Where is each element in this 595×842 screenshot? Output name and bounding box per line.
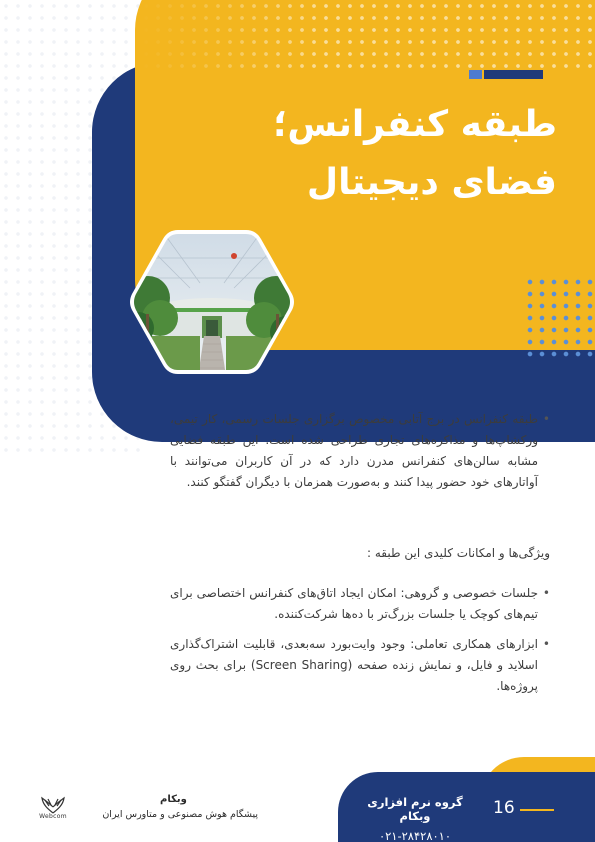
footer-accent-line xyxy=(520,809,554,811)
logo-wordmark: Webcom xyxy=(39,813,67,820)
page-title xyxy=(237,96,557,212)
brand-tagline: پیشگام هوش مصنوعی و متاورس ایران xyxy=(102,809,258,820)
decorative-dots-yellow xyxy=(140,0,595,70)
accent-bar-dark xyxy=(484,70,543,79)
company-name: گروه نرم افزاری وبکام xyxy=(367,795,463,823)
intro-section xyxy=(170,409,550,493)
feature-item: • جلسات خصوصی و گروهی: امکان ایجاد اتاق‌های کنفرانس اختصاصی برای تیم‌های کوچک یا جلسات بزرگ‌تر با ده‌ها شرکت‌کننده. xyxy=(170,583,550,625)
title-line-2: فضای دیجیتال xyxy=(306,162,557,203)
page-number: 16 xyxy=(493,798,515,818)
features-heading: ویژگی‌ها و امکانات کلیدی این طبقه : xyxy=(367,546,550,560)
title-line-1: طبقه کنفرانس؛ xyxy=(273,104,557,145)
brand-name: وبکام xyxy=(160,794,187,805)
conference-building-photo xyxy=(130,228,294,376)
company-phone: ۰۲۱-۲۸۴۲۸۰۱۰ xyxy=(378,829,452,842)
footer-brand xyxy=(78,794,258,820)
feature-item: • ابزارهای همکاری تعاملی: وجود وایت‌بورد سه‌بعدی، قابلیت اشتراک‌گذاری اسلاید و فایل، و نمایش زنده صفحه (Screen Sharing) برای بحث روی پروژه‌ها. xyxy=(170,634,550,697)
accent-bar-light xyxy=(469,70,482,79)
webcom-logo xyxy=(32,795,74,820)
footer-company-info xyxy=(356,795,474,842)
intro-paragraph: • طبقه کنفرانس در برج آتابی مخصوص برگزاری جلسات رسمی، کار تیمی، ورکشاپ‌ها و مذاکره‌های تجاری طراحی شده است. این طبقه فضایی مشابه سالن‌های کنفرانس مدرن دارد که در آن کاربران می‌توانند با آواتارهای خود حضور پیدا کنند و به‌صورت همزمان با دیگران گفتگو کنند. xyxy=(170,409,550,493)
features-list xyxy=(170,583,550,697)
decorative-dots-blue xyxy=(524,276,595,362)
wings-logo-icon xyxy=(40,795,66,815)
